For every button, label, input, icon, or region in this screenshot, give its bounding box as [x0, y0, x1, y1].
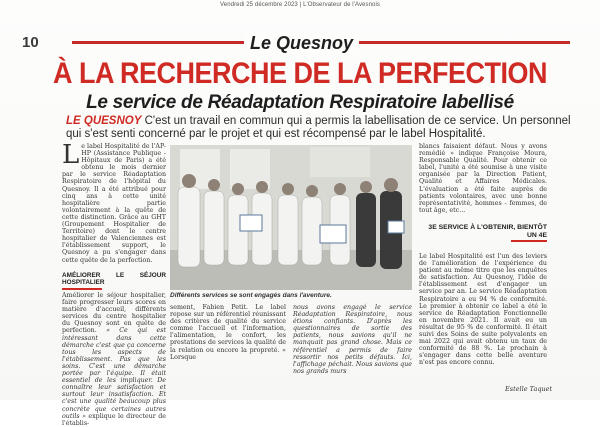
- page-number: 10: [22, 34, 39, 51]
- column-3: [293, 304, 412, 375]
- headline: À LA RECHERCHE DE LA PERFECTION: [52, 56, 548, 90]
- column-1b-text-a: Améliorer le séjour hospitalier, faire progresser leurs scores en matière d'accueil, différents services du centre hospitalier du Quesnoy sont en quête de perfection.: [62, 292, 166, 335]
- section-title: Le Quesnoy: [244, 33, 359, 54]
- subtitle-improve-stay: AMÉLIORER LE SÉJOUR HOSPITALIER: [62, 272, 166, 286]
- subtitle-rule-2: [511, 240, 547, 242]
- column-1-text: e label Hospitalité de l'AP-HP (Assistance Publique - Hôpitaux de Paris) a été obtenu le mois dernier par le service Réadaptation Respiratoire de l'hôpital du Quesnoy. Il a été attribué pour cinq ans à cette unité hospitalière partie volontairement à la quête de cette distinction. Grâce au GHT (Groupement Hospitalier de Territoire) dont le centre hospitalier de Valenciennes est l'établissement support, le Quesnoy a pu s'engager dans cette quête de la perfection.: [62, 143, 166, 264]
- column-2: sement, Fabien Petit. Le label repose sur un référentiel réunissant des critères de qualité du service comme l'accueil et l'information, l'alimentation, le confort, les prestations de services la qualité de la relation ou encore la propreté. « Lorsque: [170, 304, 286, 361]
- column-3-quote: nous avons engagé le service Réadaptation Respiratoire, nous étions confiants. D'après les questionnaires de sortie des patients, nous savions qu'il ne manquait pas grand chose. Mais ce référentiel a permis de faire ressortir nos petits défauts. Ici, l'affichage péchait. Nous savions que nos grands murs: [293, 304, 412, 375]
- lead-paragraph: [66, 115, 584, 141]
- photo-caption: Différents services se sont engagés dans l'aventure.: [170, 292, 332, 299]
- column-4-bottom: Le label Hospitalité est l'un des leviers de l'amélioration de l'expérience du patient au même titre que les enquêtes de satisfaction. Au Quesnoy, l'idée de l'établissement est d'engager un service par an. Le service Réadaptation Respiratoire a eu 94 % de conformité. Le premier à obtenir ce label a été le service de Réadaptation Fonctionnelle en novembre 2021. Il avait eu un résultat de 95 % de conformité. Il était suivi des Soins de suite polyvalents en mai 2022 qui avait obtenu un taux de conformité de 88 %. Le prochain à s'engager dans cette belle aventure n'est pas encore connu.: [419, 253, 547, 367]
- dateline: Vendredi 25 décembre 2023 | L'Observateur de l'Avesnois: [219, 2, 380, 8]
- subtitle-rule: [62, 288, 102, 290]
- column-4: blancs faisaient défaut. Nous y avons remédié » indique Françoise Moura, Responsable Qualité. Pour obtenir ce label, l'unité a été soumise à une visite organisée par la Direction Patient, Qualité et Affaires Médicales. L'évaluation a été faite auprès de patients volontaires, avec une bonne représentativité, hommes - femmes, de tout âge, etc...: [419, 143, 547, 214]
- column-1b-quote: « Ce qui est intéressant dans cette démarche c'est que ça concerne tous les aspects de l'établissement. Pas que les soins. C'est une démarche portée par l'équipe. Il était essentiel de les impliquer. De connaître leur satisfaction et surtout leur insatisfaction. Et c'est une qualité beaucoup plus concrète que certaines autres outils »: [62, 327, 166, 420]
- lead-location: LE QUESNOY: [66, 115, 142, 127]
- drop-cap: L: [62, 140, 80, 170]
- column-1b-text-b: explique le directeur de l'établis-: [62, 412, 166, 427]
- column-1: [62, 140, 166, 264]
- subheadline: Le service de Réadaptation Respiratoire labellisé: [86, 92, 514, 113]
- subtitle-box-third-service: [419, 224, 547, 244]
- subtitle-third-service: 3E SERVICE À L'OBTENIR, BIENTÔT UN 4E: [428, 224, 547, 239]
- author-signature: Estelle Taquet: [505, 385, 553, 393]
- staff-group-photo: [170, 145, 412, 290]
- column-1-bottom: [62, 272, 166, 427]
- lead-text: C'est un travail en commun qui a permis la labellisation de ce service. Un personnel qui s'est senti concerné par le projet et qui est récompensé par le label Hospitalité.: [66, 115, 571, 140]
